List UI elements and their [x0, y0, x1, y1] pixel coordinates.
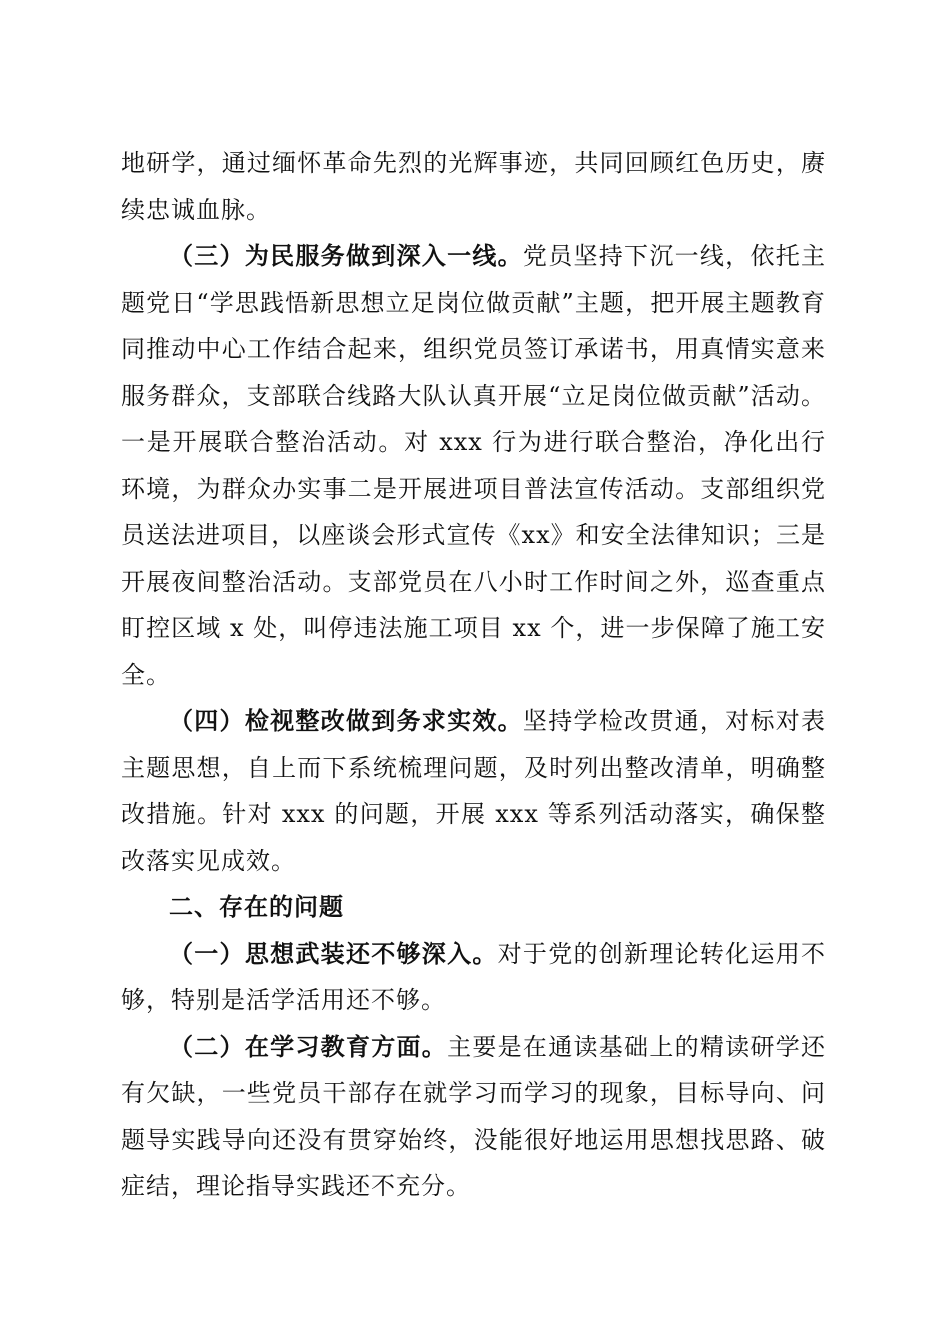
- paragraph-text: 坚持学检改贯通，对标对表主题思想，自上而下系统梳理问题，及时列出整改清单，明确整改措施。针对 xxx 的问题，开展 xxx 等系列活动落实，确保整改落实见成效。: [121, 707, 827, 875]
- paragraph-text: 党员坚持下沉一线，依托主题党日“学思践悟新思想立足岗位做贡献”主题，把开展主题教育同推动中心工作结合起来，组织党员签订承诺书，用真情实意来服务群众，支部联合线路大队认真开展“立足岗位做贡献”活动。一是开展联合整治活动。对 xxx 行为进行联合整治，净化出行环境，为群众办实事二是开展进项目普法宣传活动。支部组织党员送法进项目，以座谈会形式宣传《xx》和安全法律知识；三是开展夜间整治活动。支部党员在八小时工作时间之外，巡查重点盯控区域 x 处，叫停违法施工项目 xx 个，进一步保障了施工安全。: [121, 242, 827, 689]
- paragraph-lead: （二）在学习教育方面。: [169, 1031, 448, 1061]
- paragraph-service-frontline: [121, 233, 826, 698]
- paragraph-issue-ideology: [121, 931, 826, 1024]
- paragraph-text: 地研学，通过缅怀革命先烈的光辉事迹，共同回顾红色历史，赓续忠诚血脉。: [121, 149, 826, 224]
- paragraph-rectification: [121, 698, 826, 884]
- document-body: [121, 140, 826, 1210]
- section-heading-problems: 二、存在的问题: [169, 892, 344, 921]
- paragraph-lead: （一）思想武装还不够深入。: [169, 938, 498, 968]
- paragraph-issue-learning: [121, 1024, 826, 1210]
- paragraph-continuation: [121, 140, 826, 233]
- paragraph-lead: （四）检视整改做到务求实效。: [169, 706, 523, 735]
- paragraph-text: 对于党的创新理论转化运用不够，特别是活学活用还不够。: [121, 939, 826, 1014]
- paragraph-text: 主要是在通读基础上的精读研学还有欠缺，一些党员干部存在就学习而学习的现象，目标导向、问题导实践导向还没有贯穿始终，没能很好地运用思想找思路、破症结，理论指导实践还不充分。: [121, 1032, 827, 1200]
- paragraph-lead: （三）为民服务做到深入一线。: [169, 241, 523, 270]
